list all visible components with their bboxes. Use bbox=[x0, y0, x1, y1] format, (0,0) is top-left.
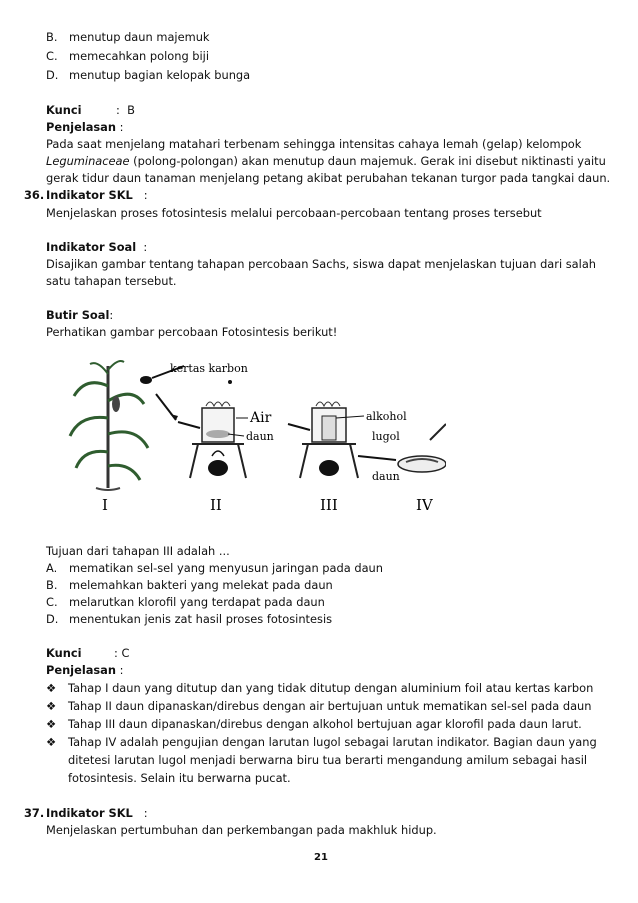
diamond-bullet-icon: ❖ bbox=[46, 735, 57, 749]
beaker-alcohol-icon bbox=[300, 402, 358, 478]
q36-option-c: C. melarutkan klorofil yang terdapat pada daun bbox=[46, 595, 325, 609]
label-air: Air bbox=[250, 410, 272, 426]
petri-dish-icon bbox=[398, 424, 446, 472]
question-number-37: 37. bbox=[24, 806, 45, 820]
beaker-heating-icon bbox=[190, 402, 246, 478]
stage-label-4: IV bbox=[416, 496, 433, 514]
q36-soal-line2: satu tahapan tersebut. bbox=[46, 274, 177, 288]
q36-butir-text: Perhatikan gambar percobaan Fotosintesis berikut! bbox=[46, 325, 338, 339]
label-daun-2: daun bbox=[372, 470, 400, 483]
q36-soal-heading: Indikator Soal : bbox=[46, 240, 148, 254]
corn-plant-icon bbox=[70, 361, 152, 490]
q37-skl-heading: Indikator SKL : bbox=[46, 806, 148, 820]
q36-key: Kunci : C bbox=[46, 646, 130, 660]
prev-explanation-line1: Pada saat menjelang matahari terbenam sehingga intensitas cahaya lemah (gelap) kelompok bbox=[46, 137, 582, 151]
bullet-item: ❖ Tahap III daun dipanaskan/direbus dengan alkohol bertujuan agar klorofil pada daun larut. bbox=[46, 717, 582, 731]
diamond-bullet-icon: ❖ bbox=[46, 681, 57, 695]
q36-option-b: B. melemahkan bakteri yang melekat pada daun bbox=[46, 578, 333, 592]
q36-explanation-label: Penjelasan : bbox=[46, 663, 124, 677]
label-kertas-karbon: kertas karbon bbox=[170, 362, 248, 375]
bullet4-line2: ditetesi larutan lugol menjadi berwarna biru tua berarti mengandung amilum sebagai hasil bbox=[68, 753, 588, 767]
question-number-36: 36. bbox=[24, 188, 45, 202]
diamond-bullet-icon: ❖ bbox=[46, 699, 57, 713]
bullet-item: ❖ Tahap II daun dipanaskan/direbus dengan air bertujuan untuk mematikan sel-sel pada daun bbox=[46, 699, 592, 713]
prev-explanation-line2: Leguminaceae (polong-polongan) akan menutup daun majemuk. Gerak ini disebut niktinasti yaitu bbox=[46, 154, 606, 168]
q36-option-d: D. menentukan jenis zat hasil proses fotosintesis bbox=[46, 612, 333, 626]
stage-label-2: II bbox=[210, 496, 222, 514]
stage-label-1: I bbox=[102, 496, 108, 514]
bullet-item: ❖ Tahap IV adalah pengujian dengan larutan lugol sebagai larutan indikator. Bagian daun yang bbox=[46, 735, 597, 749]
option-c-prev: C. memecahkan polong biji bbox=[46, 49, 210, 63]
q36-skl-heading: Indikator SKL : bbox=[46, 188, 148, 202]
q36-soal-line1: Disajikan gambar tentang tahapan percobaan Sachs, siswa dapat menjelaskan tujuan dari salah bbox=[46, 257, 597, 271]
label-daun-1: daun bbox=[246, 430, 274, 443]
prev-explanation-line3: gerak tidur daun tanaman menjelang petang akibat perubahan tekanan turgor pada tangkai daun. bbox=[46, 171, 611, 185]
prev-explanation-label: Penjelasan : bbox=[46, 120, 124, 134]
page-number: 21 bbox=[314, 852, 328, 863]
q36-question: Tujuan dari tahapan III adalah ... bbox=[46, 544, 230, 558]
q37-skl-text: Menjelaskan pertumbuhan dan perkembangan pada makhluk hidup. bbox=[46, 823, 437, 837]
bullet-item: ❖ Tahap I daun yang ditutup dan yang tidak ditutup dengan aluminium foil atau kertas karbon bbox=[46, 681, 594, 695]
q36-option-a: A. mematikan sel-sel yang menyusun jaringan pada daun bbox=[46, 561, 383, 575]
prev-key: Kunci : B bbox=[46, 103, 135, 117]
sachs-experiment-figure bbox=[66, 356, 446, 518]
label-alkohol: alkohol bbox=[366, 410, 407, 423]
label-lugol: lugol bbox=[372, 430, 400, 443]
diamond-bullet-icon: ❖ bbox=[46, 717, 57, 731]
option-b-prev: B. menutup daun majemuk bbox=[46, 30, 210, 44]
q36-skl-text: Menjelaskan proses fotosintesis melalui percobaan-percobaan tentang proses tersebut bbox=[46, 206, 542, 220]
bullet4-line3: fotosintesis. Selain itu berwarna pucat. bbox=[68, 771, 291, 785]
stage-label-3: III bbox=[320, 496, 338, 514]
q36-butir-heading: Butir Soal: bbox=[46, 308, 114, 322]
option-d-prev: D. menutup bagian kelopak bunga bbox=[46, 68, 251, 82]
